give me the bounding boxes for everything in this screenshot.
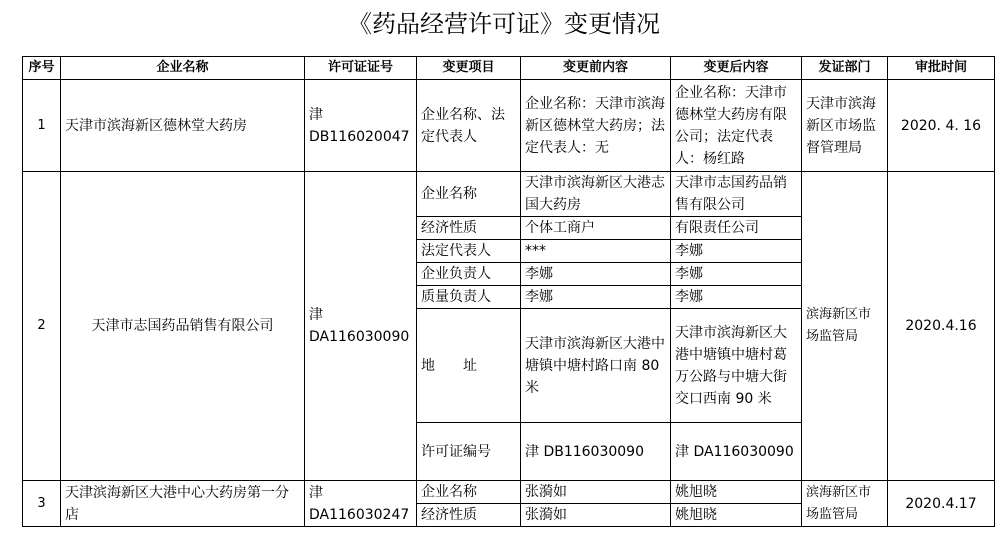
header-after: 变更后内容 [671, 57, 802, 80]
change-item: 企业名称 [417, 481, 521, 504]
after-content: 李娜 [671, 286, 802, 309]
change-item: 经济性质 [417, 504, 521, 527]
before-content: 张漪如 [521, 504, 671, 527]
table-row [23, 172, 995, 217]
change-item: 地 址 [417, 309, 521, 423]
row-number: 3 [23, 481, 61, 527]
license-number: 津 DA116030247 [305, 481, 417, 527]
after-content: 有限责任公司 [671, 217, 802, 240]
change-item: 经济性质 [417, 217, 521, 240]
header-date: 审批时间 [888, 57, 995, 80]
change-item: 企业负责人 [417, 263, 521, 286]
row-number: 1 [23, 80, 61, 172]
after-content: 企业名称：天津市德林堂大药房有限公司；法定代表人：杨红路 [671, 80, 802, 172]
before-content: 企业名称：天津市滨海新区德林堂大药房；法定代表人：无 [521, 80, 671, 172]
header-no: 序号 [23, 57, 61, 80]
company-name: 天津市志国药品销售有限公司 [61, 172, 305, 481]
company-name: 天津市滨海新区德林堂大药房 [61, 80, 305, 172]
issuing-dept: 滨海新区市场监管局 [802, 172, 888, 481]
table-row [23, 481, 995, 504]
change-item: 质量负责人 [417, 286, 521, 309]
after-content: 天津市志国药品销售有限公司 [671, 172, 802, 217]
header-license: 许可证证号 [305, 57, 417, 80]
header-row [23, 57, 995, 80]
change-item: 法定代表人 [417, 240, 521, 263]
before-content: 李娜 [521, 263, 671, 286]
approval-date: 2020.4.17 [888, 481, 995, 527]
before-content: 津 DB116030090 [521, 423, 671, 481]
table-row [23, 80, 995, 172]
before-content: 张漪如 [521, 481, 671, 504]
issuing-dept: 滨海新区市场监管局 [802, 481, 888, 527]
after-content: 李娜 [671, 263, 802, 286]
approval-date: 2020. 4. 16 [888, 80, 995, 172]
header-company: 企业名称 [61, 57, 305, 80]
company-name: 天津滨海新区大港中心大药房第一分店 [61, 481, 305, 527]
after-content: 天津市滨海新区大港中塘镇中塘村葛万公路与中塘大街交口西南 90 米 [671, 309, 802, 423]
change-item: 企业名称 [417, 172, 521, 217]
before-content: 天津市滨海新区大港志国大药房 [521, 172, 671, 217]
header-before: 变更前内容 [521, 57, 671, 80]
license-number: 津 DA116030090 [305, 172, 417, 481]
after-content: 姚旭晓 [671, 481, 802, 504]
before-content: 天津市滨海新区大港中塘镇中塘村路口南 80 米 [521, 309, 671, 423]
before-content: *** [521, 240, 671, 263]
header-item: 变更项目 [417, 57, 521, 80]
issuing-dept: 天津市滨海新区市场监督管理局 [802, 80, 888, 172]
before-content: 个体工商户 [521, 217, 671, 240]
after-content: 李娜 [671, 240, 802, 263]
row-number: 2 [23, 172, 61, 481]
change-item: 企业名称、法定代表人 [417, 80, 521, 172]
license-change-table [22, 56, 995, 527]
license-number: 津 DB116020047 [305, 80, 417, 172]
after-content: 姚旭晓 [671, 504, 802, 527]
after-content: 津 DA116030090 [671, 423, 802, 481]
approval-date: 2020.4.16 [888, 172, 995, 481]
header-dept: 发证部门 [802, 57, 888, 80]
page-title: 《药品经营许可证》变更情况 [348, 10, 660, 38]
change-item: 许可证编号 [417, 423, 521, 481]
before-content: 李娜 [521, 286, 671, 309]
